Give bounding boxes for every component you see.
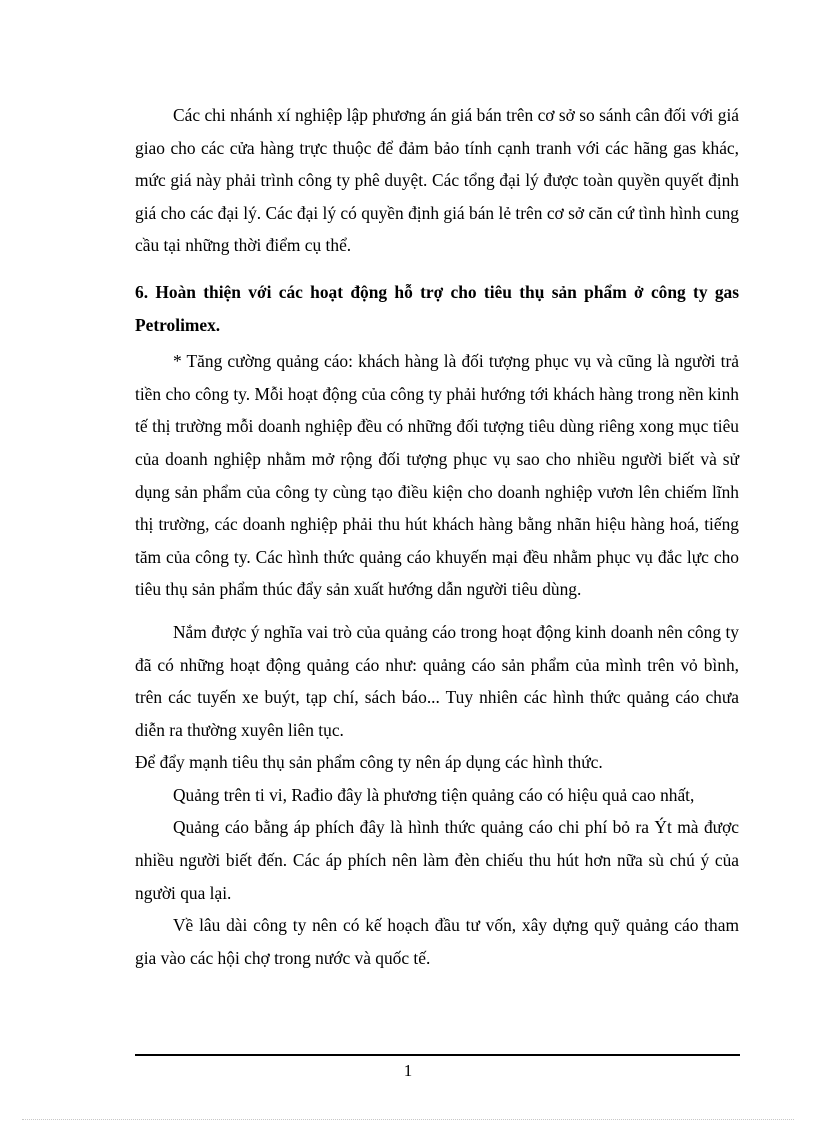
paragraph-posters: Quảng cáo bằng áp phích đây là hình thức quảng cáo chi phí bỏ ra Ýt mà được nhiều người biết đến. Các áp phích nên làm đèn chiếu thu hút hơn nữa sù chú ý của người qua lại. xyxy=(135,817,739,903)
page-edge-line xyxy=(22,1119,794,1120)
paragraph-advertising: * Tăng cường quảng cáo: khách hàng là đối tượng phục vụ và cũng là người trả tiền cho công ty. Mỗi hoạt động của công ty phải hướng tới khách hàng trong nền kinh tế thị trường mỗi doanh nghiệp đều có những đối tượng tiêu dùng riêng xong mục tiêu của doanh nghiệp nhằm mở rộng đối tượng phục vụ sao cho nhiều người biết và sử dụng sản phẩm của công ty cùng tạo điều kiện cho doanh nghiệp vươn lên chiếm lĩnh thị trường, các doanh nghiệp phải thu hút khách hàng bằng nhãn hiệu hàng hoá, tiếng tăm của công ty. Các hình thức quảng cáo khuyến mại đều nhằm phục vụ đắc lực cho tiêu thụ sản phẩm thúc đẩy sản xuất hướng dẫn người tiêu dùng. xyxy=(135,351,739,600)
footer-divider xyxy=(135,1054,740,1056)
page-number: 1 xyxy=(403,1061,413,1080)
paragraph-current-activities: Nắm được ý nghĩa vai trò của quảng cáo trong hoạt động kinh doanh nên công ty đã có những hoạt động quảng cáo như: quảng cáo sản phẩm của mình trên vỏ bình, trên các tuyến xe buýt, tạp chí, sách báo... Tuy nhiên các hình thức quảng cáo chưa diễn ra thường xuyên liên tục. xyxy=(135,621,739,740)
paragraph-long-term: Về lâu dài công ty nên có kế hoạch đầu tư vốn, xây dựng quỹ quảng cáo tham gia vào các hội chợ trong nước và quốc tế. xyxy=(135,915,739,968)
paragraph-tv-radio: Quảng trên ti vi, Rađio đây là phương tiện quảng cáo có hiệu quả cao nhất, xyxy=(173,784,695,805)
document-body xyxy=(135,99,739,974)
paragraph-pricing: Các chi nhánh xí nghiệp lập phương án giá bán trên cơ sở so sánh cân đối với giá giao cho các cửa hàng trực thuộc để đảm bảo tính cạnh tranh với các hãng gas khác, mức giá này phải trình công ty phê duyệt. Các tổng đại lý được toàn quyền quyết định giá cho các đại lý. Các đại lý có quyền định giá bán lẻ trên cơ sở căn cứ tình hình cung cầu tại những thời điểm cụ thể. xyxy=(135,105,739,256)
paragraph-promotion-forms: Để đẩy mạnh tiêu thụ sản phẩm công ty nên áp dụng các hình thức. xyxy=(135,752,603,773)
section-heading: 6. Hoàn thiện với các hoạt động hỗ trợ cho tiêu thụ sản phẩm ở công ty gas Petrolimex. xyxy=(135,281,739,335)
